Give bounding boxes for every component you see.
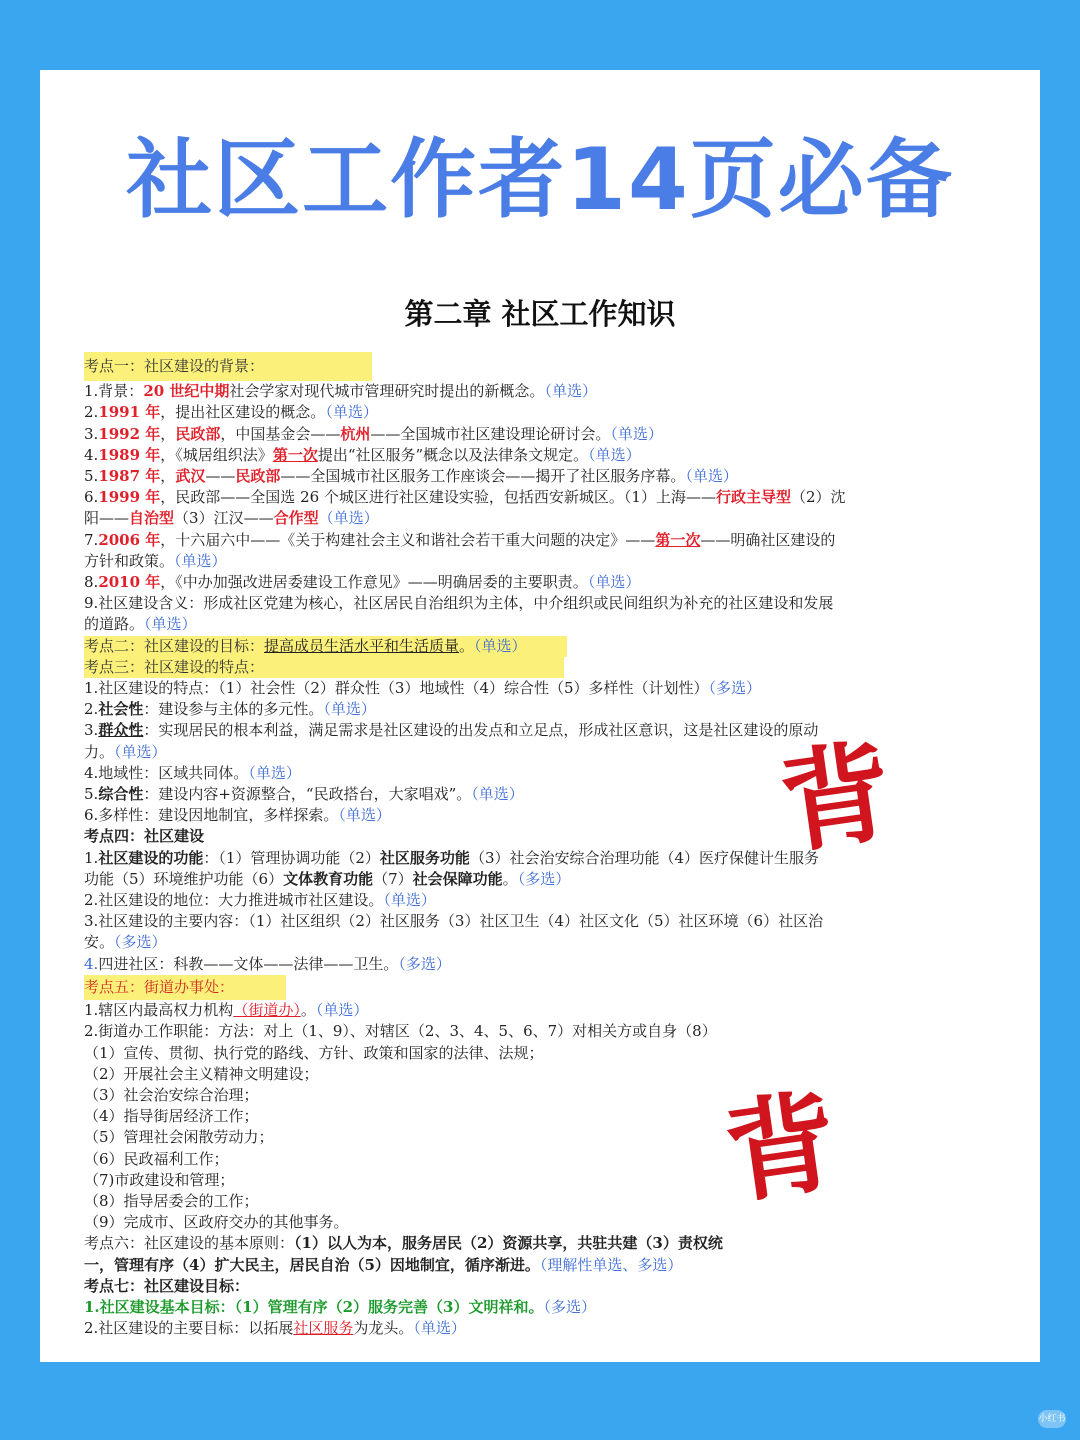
section-heading: 考点四：社区建设 (84, 827, 205, 846)
list-item: 功能（5）环境维护功能（6）文体教育功能（7）社会保障功能。（多选） (84, 869, 571, 888)
section-heading: 考点六：社区建设的基本原则：（1）以人为本，服务居民（2）资源共享，共驻共建（3）责权统 (84, 1234, 723, 1253)
list-item: 4.四进社区：科教——文体——法律——卫生。（多选） (84, 954, 451, 973)
document-card (40, 70, 1040, 1362)
list-item: （3）社会治安综合治理； (84, 1085, 259, 1104)
section-heading: 考点一：社区建设的背景： (84, 352, 1036, 381)
list-item: 安。（多选） (84, 933, 167, 952)
list-item: （8）指导居委会的工作； (84, 1191, 259, 1210)
section-heading: 考点三：社区建设的特点： (84, 657, 1036, 678)
section-heading: 考点七：社区建设目标： (84, 1276, 250, 1295)
list-item: 3.1992 年，民政部，中国基金会——杭州——全国城市社区建设理论研讨会。（单选） (84, 424, 663, 443)
list-item: 阳——自治型（3）江汉——合作型（单选） (84, 509, 379, 528)
page-title: 社区工作者14页必备 (126, 130, 954, 230)
list-item: 3.群众性：实现居民的根本利益，满足需求是社区建设的出发点和立足点，形成社区意识，这是社区建设的原动 (84, 721, 819, 740)
list-item: 4.1989 年，《城居组织法》第一次提出“社区服务”概念以及法律条文规定。（单选） (84, 445, 641, 464)
list-item: 2.社区建设的主要目标：以拓展社区服务为龙头。（单选） (84, 1319, 466, 1338)
list-item: （6）民政福利工作； (84, 1149, 229, 1168)
list-item: 5.综合性：建设内容+资源整合，“民政搭台，大家唱戏”。（单选） (84, 785, 524, 804)
list-item: （9）完成市、区政府交办的其他事务。 (84, 1213, 349, 1232)
section-heading: 考点五：街道办事处： (84, 975, 1036, 1000)
list-item: 6.多样性：建设因地制宜，多样探索。（单选） (84, 806, 391, 825)
watermark-logo: 小红书 (1038, 1410, 1066, 1428)
list-item: （5）管理社会闲散劳动力； (84, 1128, 274, 1147)
list-item: 9.社区建设含义：形成社区党建为核心，社区居民自治组织为主体，中介组织或民间组织为补充的社区建设和发展 (84, 594, 834, 613)
list-item: 2.社会性：建设参与主体的多元性。（单选） (84, 700, 376, 719)
list-item: 1.社区建设的功能：（1）管理协调功能（2）社区服务功能（3）社会治安综合治理功能（4）医疗保健计生服务 (84, 848, 820, 867)
list-item: 1.背景：20 世纪中期社会学家对现代城市管理研究时提出的新概念。（单选） (84, 382, 597, 401)
list-item: （2）开展社会主义精神文明建设； (84, 1064, 319, 1083)
memorize-stamp: 背 (717, 1075, 845, 1219)
list-item: 力。（单选） (84, 742, 167, 761)
memorize-stamp: 背 (772, 725, 900, 869)
list-item: 2.街道办工作职能：方法：对上（1、9）、对辖区（2、3、4、5、6、7）对相关方或自身（8） (84, 1022, 717, 1041)
list-item: 3.社区建设的主要内容：（1）社区组织（2）社区服务（3）社区卫生（4）社区文化（5）社区环境（6）社区治 (84, 912, 824, 931)
list-item: （4）指导街居经济工作； (84, 1107, 259, 1126)
list-item: （7)市政建设和管理； (84, 1170, 235, 1189)
list-item: 1.社区建设基本目标：（1）管理有序（2）服务完善（3）文明祥和。（多选） (84, 1297, 596, 1316)
list-item: 1.辖区内最高权力机构（街道办）。（单选） (84, 1001, 369, 1020)
list-item: 2.1991 年，提出社区建设的概念。（单选） (84, 403, 378, 422)
list-item: 8.2010 年，《中办加强改进居委建设工作意见》——明确居委的主要职责。（单选） (84, 573, 641, 592)
list-item: 5.1987 年，武汉——民政部——全国城市社区服务工作座谈会——揭开了社区服务序幕。（单选） (84, 467, 738, 486)
list-item: 6.1999 年，民政部——全国选 26 个城区进行社区建设实验，包括西安新城区。（1）上海——行政主导型（2）沈 (84, 488, 846, 507)
list-item: 2.社区建设的地位：大力推进城市社区建设。（单选） (84, 891, 436, 910)
list-item: 的道路。（单选） (84, 615, 197, 634)
chapter-heading: 第二章 社区工作知识 (404, 297, 676, 331)
list-item: 4.地域性：区域共同体。（单选） (84, 763, 301, 782)
list-item: 方针和政策。（单选） (84, 551, 227, 570)
list-item: 7.2006 年，十六届六中——《关于构建社会主义和谐社会若干重大问题的决定》——第一次——明确社区建设的 (84, 530, 836, 549)
section-heading: 考点二：社区建设的目标：提高成员生活水平和生活质量。（单选） (84, 636, 1036, 657)
list-item: 1.社区建设的特点：（1）社会性（2）群众性（3）地域性（4）综合性（5）多样性（计划性）（多选） (84, 679, 762, 698)
list-item: 一，管理有序（4）扩大民主，居民自治（5）因地制宜，循序渐进。（理解性单选、多选） (84, 1255, 683, 1274)
list-item: （1）宣传、贯彻、执行党的路线、方针、政策和国家的法律、法规； (84, 1043, 544, 1062)
